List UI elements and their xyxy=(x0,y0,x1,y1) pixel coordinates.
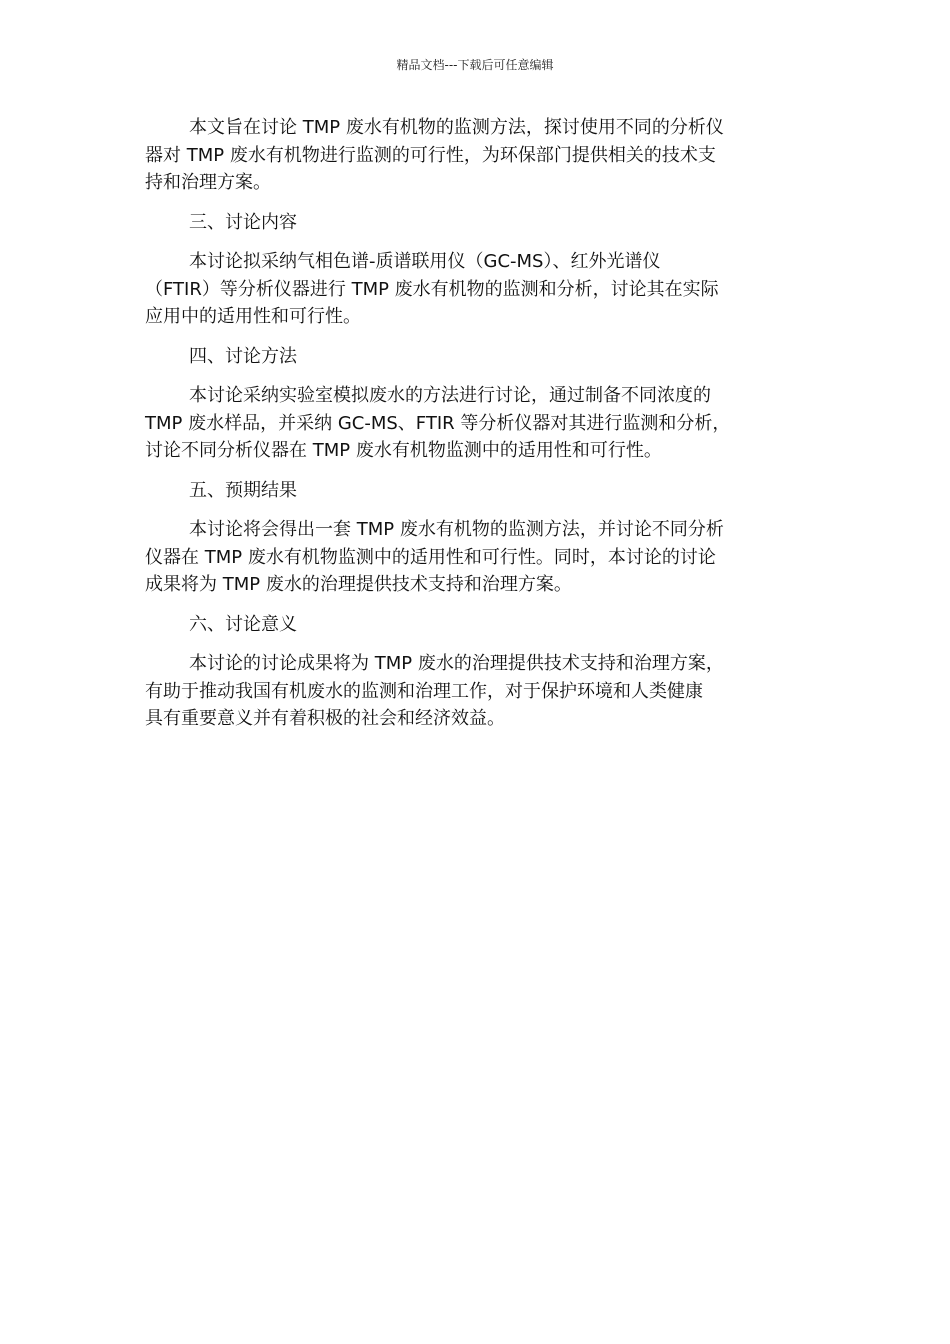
document-body xyxy=(145,114,805,745)
text-line: 有助于推动我国有机废水的监测和治理工作，对于保护环境和人类健康 xyxy=(145,680,703,702)
section-heading-method: 四、讨论方法 xyxy=(189,345,297,367)
paragraph-purpose xyxy=(145,114,805,197)
paragraph-expected-results xyxy=(145,516,805,599)
section-heading-significance: 六、讨论意义 xyxy=(189,613,297,635)
text-line: 本讨论将会得出一套 TMP 废水有机物的监测方法，并讨论不同分析 xyxy=(189,519,724,540)
text-line: 本文旨在讨论 TMP 废水有机物的监测方法，探讨使用不同的分析仪 xyxy=(189,117,724,138)
text-line: 器对 TMP 废水有机物进行监测的可行性，为环保部门提供相关的技术支 xyxy=(145,144,716,166)
text-line: 讨论不同分析仪器在 TMP 废水有机物监测中的适用性和可行性。 xyxy=(145,440,662,461)
text-line: 本讨论采纳实验室模拟废水的方法进行讨论，通过制备不同浓度的 xyxy=(189,385,711,406)
text-line: TMP 废水样品，并采纳 GC-MS、FTIR 等分析仪器对其进行监测和分析， xyxy=(145,412,731,434)
paragraph-content xyxy=(145,248,805,331)
paragraph-significance xyxy=(145,650,805,733)
page-header: 精品文档---下载后可任意编辑 xyxy=(396,58,554,72)
text-line: 本讨论拟采纳气相色谱-质谱联用仪（GC-MS）、红外光谱仪 xyxy=(189,251,661,272)
section-heading-content: 三、讨论内容 xyxy=(189,211,297,233)
text-line: 仪器在 TMP 废水有机物监测中的适用性和可行性。同时，本讨论的讨论 xyxy=(145,546,716,568)
text-line: 成果将为 TMP 废水的治理提供技术支持和治理方案。 xyxy=(145,574,572,595)
text-line: （FTIR）等分析仪器进行 TMP 废水有机物的监测和分析，讨论其在实际 xyxy=(145,278,719,300)
text-line: 应用中的适用性和可行性。 xyxy=(145,306,361,327)
text-line: 本讨论的讨论成果将为 TMP 废水的治理提供技术支持和治理方案， xyxy=(189,653,724,674)
section-heading-expected-results: 五、预期结果 xyxy=(189,479,297,501)
text-line: 持和治理方案。 xyxy=(145,172,271,193)
text-line: 具有重要意义并有着积极的社会和经济效益。 xyxy=(145,708,505,729)
paragraph-method xyxy=(145,382,805,465)
